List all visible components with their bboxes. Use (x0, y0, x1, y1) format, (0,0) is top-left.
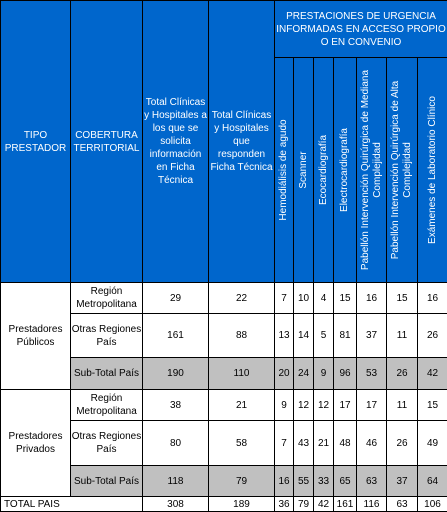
ecocardiografia-cell: 9 (314, 358, 334, 390)
header-laboratorio-label: Exámenes de Laboratorio Clínico (427, 60, 439, 280)
electrocardiografia-cell: 65 (334, 466, 357, 497)
scanner-cell: 24 (294, 358, 314, 390)
cobertura-cell: Otras Regiones País (71, 314, 143, 358)
electrocardiografia-cell: 15 (334, 283, 357, 314)
laboratorio-cell: 49 (418, 421, 447, 466)
header-total-solicita: Total Clínicas y Hospitales a los que se solicita información en Ficha Técnica (143, 1, 209, 283)
responden-cell: 110 (209, 358, 275, 390)
header-scanner-label: Scanner (298, 60, 310, 280)
electrocardiografia-cell: 48 (334, 421, 357, 466)
pabellon-mediana-cell: 17 (357, 390, 387, 421)
scanner-cell: 55 (294, 466, 314, 497)
responden-cell: 22 (209, 283, 275, 314)
pabellon-mediana-cell: 116 (357, 497, 387, 512)
electrocardiografia-cell: 96 (334, 358, 357, 390)
laboratorio-cell: 42 (418, 358, 447, 390)
pabellon-alta-cell: 26 (387, 358, 418, 390)
header-pabellon-alta (387, 58, 418, 283)
pabellon-mediana-cell: 37 (357, 314, 387, 358)
pabellon-alta-cell: 11 (387, 390, 418, 421)
scanner-cell: 43 (294, 421, 314, 466)
scanner-cell: 10 (294, 283, 314, 314)
solicita-cell: 161 (143, 314, 209, 358)
total-row (1, 497, 447, 512)
pabellon-alta-cell: 11 (387, 314, 418, 358)
pabellon-mediana-cell: 46 (357, 421, 387, 466)
header-cobertura-territorial: COBERTURA TERRITORIAL (71, 1, 143, 283)
hemodialisis-cell: 9 (275, 390, 294, 421)
solicita-cell: 38 (143, 390, 209, 421)
cobertura-cell: Región Metropolitana (71, 390, 143, 421)
responden-cell: 88 (209, 314, 275, 358)
header-hemodialisis (275, 58, 294, 283)
ecocardiografia-cell: 33 (314, 466, 334, 497)
laboratorio-cell: 106 (418, 497, 447, 512)
cobertura-cell: Sub-Total País (71, 466, 143, 497)
solicita-cell: 190 (143, 358, 209, 390)
header-ecocardiografia (314, 58, 334, 283)
pabellon-alta-cell: 63 (387, 497, 418, 512)
responden-cell: 58 (209, 421, 275, 466)
ecocardiografia-cell: 4 (314, 283, 334, 314)
ecocardiografia-cell: 12 (314, 390, 334, 421)
ecocardiografia-cell: 21 (314, 421, 334, 466)
electrocardiografia-cell: 161 (334, 497, 357, 512)
laboratorio-cell: 16 (418, 283, 447, 314)
electrocardiografia-cell: 81 (334, 314, 357, 358)
laboratorio-cell: 64 (418, 466, 447, 497)
cobertura-cell: Sub-Total País (71, 358, 143, 390)
scanner-cell: 79 (294, 497, 314, 512)
responden-cell: 21 (209, 390, 275, 421)
header-hemodialisis-label: Hemodiálisis de agudo (278, 60, 290, 280)
cobertura-cell: Otras Regiones País (71, 421, 143, 466)
pabellon-mediana-cell: 16 (357, 283, 387, 314)
cobertura-cell: Región Metropolitana (71, 283, 143, 314)
hemodialisis-cell: 16 (275, 466, 294, 497)
solicita-cell: 308 (143, 497, 209, 512)
pabellon-mediana-cell: 63 (357, 466, 387, 497)
header-electrocardiografia (334, 58, 357, 283)
header-pabellon-alta-label: Pabellón Intervención Quirúrgica de Alta Complejidad (390, 60, 414, 280)
solicita-cell: 29 (143, 283, 209, 314)
header-prestaciones-group: PRESTACIONES DE URGENCIA INFORMADAS EN ACCESO PROPIO O EN CONVENIO (275, 1, 447, 58)
ecocardiografia-cell: 42 (314, 497, 334, 512)
pabellon-alta-cell: 15 (387, 283, 418, 314)
solicita-cell: 80 (143, 421, 209, 466)
solicita-cell: 118 (143, 466, 209, 497)
header-laboratorio (418, 58, 447, 283)
tipo-prestadores-privados: Prestadores Privados (1, 390, 71, 497)
ecocardiografia-cell: 5 (314, 314, 334, 358)
header-tipo-prestador: TIPO PRESTADOR (1, 1, 71, 283)
header-electrocardiografia-label: Electrocardiografía (339, 60, 351, 280)
tipo-prestadores-publicos: Prestadores Públicos (1, 283, 71, 390)
header-ecocardiografia-label: Ecocardiografía (318, 60, 330, 280)
laboratorio-cell: 15 (418, 390, 447, 421)
header-pabellon-mediana-label: Pabellón Intervención Quirúrgica de Mediana Complejidad (360, 60, 384, 280)
table-row (1, 390, 447, 421)
table-row (1, 283, 447, 314)
scanner-cell: 12 (294, 390, 314, 421)
electrocardiografia-cell: 17 (334, 390, 357, 421)
responden-cell: 79 (209, 466, 275, 497)
header-total-responden: Total Clínicas y Hospitales que responden Ficha Técnica (209, 1, 275, 283)
header-pabellon-mediana (357, 58, 387, 283)
hemodialisis-cell: 7 (275, 283, 294, 314)
responden-cell: 189 (209, 497, 275, 512)
hemodialisis-cell: 36 (275, 497, 294, 512)
scanner-cell: 14 (294, 314, 314, 358)
laboratorio-cell: 26 (418, 314, 447, 358)
pabellon-mediana-cell: 53 (357, 358, 387, 390)
hemodialisis-cell: 7 (275, 421, 294, 466)
pabellon-alta-cell: 37 (387, 466, 418, 497)
hemodialisis-cell: 13 (275, 314, 294, 358)
pabellon-alta-cell: 26 (387, 421, 418, 466)
hemodialisis-cell: 20 (275, 358, 294, 390)
total-label: TOTAL PAIS (1, 497, 143, 512)
header-scanner (294, 58, 314, 283)
